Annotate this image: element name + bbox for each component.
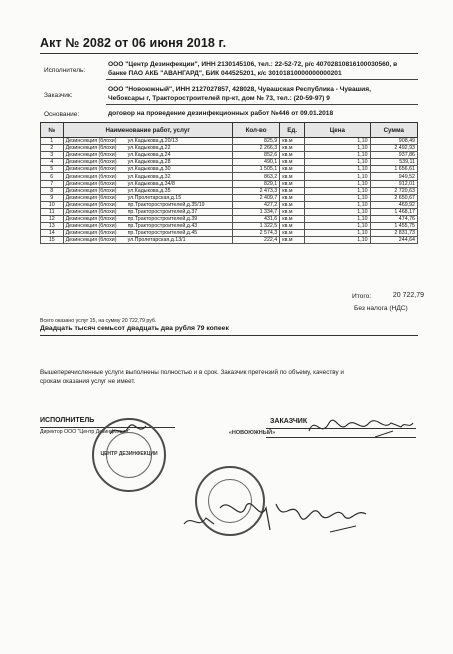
row-work: Дезинсекция (блохи) (65, 201, 117, 208)
row-unit: кв.м (282, 180, 293, 187)
row-unit: кв.м (282, 138, 293, 145)
row-price: 1,10 (357, 166, 368, 173)
table-cell (63, 223, 232, 230)
table-cell (41, 145, 64, 152)
row-qty: 825,9 (264, 138, 278, 145)
table-cell (232, 159, 279, 166)
table-cell (63, 201, 232, 208)
row-price: 1,10 (357, 138, 368, 145)
table-cell (280, 223, 305, 230)
table-cell (63, 138, 232, 145)
basis-value: договор на проведение дезинфекционных работ №446 от 09.01.2018 (108, 110, 334, 117)
table-cell (280, 201, 305, 208)
table-cell (305, 230, 370, 237)
table-cell (63, 216, 232, 223)
row-work: Дезинсекция (блохи) (65, 187, 117, 194)
row-sum: 2 720,63 (394, 187, 415, 194)
table-cell (232, 138, 279, 145)
row-work: Дезинсекция (блохи) (65, 152, 117, 159)
row-unit: кв.м (282, 201, 293, 208)
basis-label: Основание: (44, 111, 80, 118)
table-cell (370, 230, 417, 237)
row-number: 13 (48, 223, 55, 230)
row-sum: 474,76 (398, 216, 415, 223)
row-number: 14 (48, 230, 55, 237)
row-qty: 863,2 (264, 173, 278, 180)
table-cell (41, 159, 64, 166)
customer-stamp-text: «НОВОЮЖНЫЙ» (228, 430, 276, 436)
row-qty: 829,1 (264, 180, 278, 187)
table-cell (370, 173, 417, 180)
table-cell (280, 166, 305, 173)
row-address: ул.Кадыкова,д.30 (127, 166, 171, 173)
header-name: Наименование работ, услуг (63, 123, 232, 138)
row-sum: 1 656,61 (394, 166, 415, 173)
header-sum: Сумма (370, 123, 417, 138)
row-qty: 2 409,7 (259, 194, 278, 201)
row-work: Дезинсекция (блохи) (65, 138, 117, 145)
table-cell (232, 201, 279, 208)
table-cell (370, 180, 417, 187)
table-cell (370, 216, 417, 223)
row-work: Дезинсекция (блохи) (65, 230, 117, 237)
table-cell (280, 216, 305, 223)
table-cell (63, 230, 232, 237)
words-rule (40, 335, 418, 336)
table-cell (63, 145, 232, 152)
row-work: Дезинсекция (блохи) (65, 194, 117, 201)
row-qty: 852,6 (264, 152, 278, 159)
table-cell (305, 187, 370, 194)
row-unit: кв.м (282, 152, 293, 159)
table-cell (63, 173, 232, 180)
table-cell (305, 166, 370, 173)
table-cell (63, 152, 232, 159)
table-cell (63, 194, 232, 201)
row-qty: 222,4 (264, 237, 278, 244)
row-unit: кв.м (282, 159, 293, 166)
row-sum: 908,49 (398, 138, 415, 145)
table-cell (232, 166, 279, 173)
customer-sign-title: ЗАКАЗЧИК (270, 418, 308, 425)
total-label: Итого: (352, 293, 372, 300)
row-address: ул.Кадыкова,д.28 (127, 159, 171, 166)
table-cell (370, 201, 417, 208)
table-cell (280, 230, 305, 237)
row-work: Дезинсекция (блохи) (65, 237, 117, 244)
row-sum: 912,01 (398, 180, 415, 187)
row-sum: 937,86 (398, 152, 415, 159)
row-price: 1,10 (357, 201, 368, 208)
row-address: ул.Кадыкова,д.32 (127, 173, 171, 180)
row-work: Дезинсекция (блохи) (65, 223, 117, 230)
customer-label: Заказчик: (44, 92, 73, 99)
row-unit: кв.м (282, 237, 293, 244)
document-title: Акт № 2082 от 06 июня 2018 г. (40, 36, 227, 50)
executor-sign-subtitle: Директор ООО "Центр Дезинфекции" (40, 429, 131, 435)
table-cell (232, 145, 279, 152)
table-cell (370, 237, 417, 244)
table-cell (41, 180, 64, 187)
row-number: 6 (50, 173, 54, 180)
table-row (41, 208, 418, 215)
table-cell (63, 208, 232, 215)
table-cell (63, 180, 232, 187)
table-row (41, 138, 418, 145)
row-work: Дезинсекция (блохи) (65, 166, 117, 173)
vat-label: Без налога (НДС) (354, 305, 408, 312)
row-address: ул.Пролетарская,д.15 (127, 194, 182, 201)
row-number: 5 (50, 166, 54, 173)
row-work: Дезинсекция (блохи) (65, 208, 117, 215)
table-cell (41, 230, 64, 237)
table-cell (41, 173, 64, 180)
row-sum: 2 831,73 (394, 230, 415, 237)
table-cell (41, 201, 64, 208)
table-cell (305, 152, 370, 159)
row-sum: 244,64 (398, 237, 415, 244)
table-cell (370, 145, 417, 152)
row-work: Дезинсекция (блохи) (65, 180, 117, 187)
row-work: Дезинсекция (блохи) (65, 216, 117, 223)
handwritten-signature-1 (305, 409, 415, 445)
row-work: Дезинсекция (блохи) (65, 173, 117, 180)
table-cell (305, 201, 370, 208)
table-row (41, 145, 418, 152)
table-row (41, 173, 418, 180)
table-cell (232, 180, 279, 187)
table-cell (232, 230, 279, 237)
table-cell (305, 145, 370, 152)
row-number: 7 (50, 180, 54, 187)
executor-signature (108, 420, 148, 440)
row-sum: 1 455,75 (394, 223, 415, 230)
row-qty: 431,6 (264, 216, 278, 223)
row-number: 10 (48, 201, 55, 208)
table-cell (305, 159, 370, 166)
table-cell (41, 152, 64, 159)
row-price: 1,10 (357, 187, 368, 194)
row-price: 1,10 (357, 180, 368, 187)
statement-line-1: Вышеперечисленные услуги выполнены полностью и в срок. Заказчик претензий по объему, качеству и (40, 369, 344, 376)
executor-sign-title: ИСПОЛНИТЕЛЬ (40, 417, 95, 424)
row-address: ул.Пролетарская,д.13/1 (127, 237, 186, 244)
customer-line-1: ООО "Новоюжный", ИНН 2127027857, 428028, Чувашская Республика - Чувашия, (108, 86, 371, 93)
table-cell (370, 138, 417, 145)
row-price: 1,10 (357, 237, 368, 244)
customer-line-2: Чебоксары г, Тракторостроителей пр-кт, дом № 73, тел.: (20-59-97) 9 (108, 95, 330, 102)
statement-line-2: срокам оказания услуг не имеет. (40, 378, 136, 385)
row-address: ул.Кадыкова,д.24 (127, 152, 171, 159)
executor-stamp-text: ЦЕНТР ДЕЗИНФЕКЦИИ (100, 451, 158, 457)
row-qty: 1 322,5 (259, 223, 278, 230)
row-address: пр.Тракторостроителей,д.35/19 (127, 201, 205, 208)
table-cell (280, 187, 305, 194)
row-price: 1,10 (357, 208, 368, 215)
row-number: 2 (50, 145, 54, 152)
table-cell (280, 194, 305, 201)
customer-underline (106, 104, 418, 105)
executor-line-1: ООО "Центр Дезинфекции", ИНН 2130145106, тел.: 22-52-72, р/с 40702810816100030560, в (108, 61, 398, 68)
row-unit: кв.м (282, 194, 293, 201)
row-number: 1 (50, 138, 54, 145)
table-cell (370, 194, 417, 201)
row-address: пр.Тракторостроителей,д.37 (127, 208, 198, 215)
row-unit: кв.м (282, 145, 293, 152)
table-cell (232, 223, 279, 230)
row-unit: кв.м (282, 166, 293, 173)
table-cell (370, 223, 417, 230)
row-address: пр.Тракторостроителей,д.43 (127, 223, 198, 230)
table-cell (232, 216, 279, 223)
row-sum: 539,11 (399, 159, 415, 166)
table-cell (305, 194, 370, 201)
table-cell (63, 187, 232, 194)
row-address: ул.Кадыкова,д.35 (127, 187, 171, 194)
executor-underline (106, 79, 418, 80)
row-unit: кв.м (282, 187, 293, 194)
table-row (41, 216, 418, 223)
row-number: 12 (48, 216, 55, 223)
table-row (41, 237, 418, 244)
table-cell (280, 208, 305, 215)
table-cell (232, 194, 279, 201)
table-cell (280, 180, 305, 187)
row-qty: 427,2 (264, 201, 278, 208)
row-qty: 1 505,1 (259, 166, 278, 173)
table-row (41, 180, 418, 187)
table-cell (41, 187, 64, 194)
table-cell (370, 208, 417, 215)
table-cell (280, 152, 305, 159)
table-cell (370, 187, 417, 194)
table-body (41, 138, 418, 244)
row-unit: кв.м (282, 173, 293, 180)
row-address: ул.Кадыкова,д.34/8 (127, 180, 175, 187)
table-cell (41, 216, 64, 223)
table-cell (232, 187, 279, 194)
header-unit: Ед. (280, 123, 305, 138)
row-unit: кв.м (282, 230, 293, 237)
table-cell (41, 166, 64, 173)
table-cell (305, 237, 370, 244)
row-price: 1,10 (357, 223, 368, 230)
header-num: № (41, 123, 64, 138)
row-sum: 949,52 (398, 173, 415, 180)
table-cell (280, 173, 305, 180)
row-number: 15 (48, 237, 55, 244)
header-price: Цена (305, 123, 370, 138)
row-number: 11 (49, 208, 55, 215)
table-row (41, 187, 418, 194)
row-unit: кв.м (282, 208, 293, 215)
row-sum: 469,92 (398, 201, 415, 208)
table-cell (305, 180, 370, 187)
table-cell (280, 145, 305, 152)
table-cell (41, 223, 64, 230)
table-cell (370, 152, 417, 159)
row-number: 4 (50, 159, 54, 166)
table-cell (63, 166, 232, 173)
table-row (41, 223, 418, 230)
table-cell (63, 159, 232, 166)
table-row (41, 152, 418, 159)
row-address: ул.Кадыкова,д.22 (127, 145, 171, 152)
row-qty: 2 266,3 (259, 145, 278, 152)
row-price: 1,10 (357, 173, 368, 180)
row-qty: 2 574,3 (259, 230, 278, 237)
table-cell (232, 152, 279, 159)
row-work: Дезинсекция (блохи) (65, 145, 117, 152)
works-table (40, 122, 418, 244)
table-cell (41, 208, 64, 215)
row-address: ул.Кадыкова,д.20/13 (127, 138, 178, 145)
header-qty: Кол-во (232, 123, 279, 138)
row-price: 1,10 (357, 230, 368, 237)
handwritten-signature-2 (180, 494, 370, 538)
row-number: 9 (50, 194, 54, 201)
table-cell (305, 223, 370, 230)
table-cell (232, 237, 279, 244)
row-number: 8 (50, 187, 54, 194)
table-cell (41, 194, 64, 201)
row-price: 1,10 (357, 145, 368, 152)
table-cell (305, 216, 370, 223)
table-cell (232, 173, 279, 180)
executor-label: Исполнитель: (44, 67, 86, 74)
row-sum: 2 650,67 (394, 194, 415, 201)
table-row (41, 194, 418, 201)
services-count-line: Всего оказано услуг 15, на сумму 20 722,79 руб. (40, 318, 157, 324)
row-unit: кв.м (282, 216, 293, 223)
table-cell (370, 166, 417, 173)
row-sum: 2 492,93 (394, 145, 415, 152)
table-cell (305, 173, 370, 180)
table-cell (305, 138, 370, 145)
row-work: Дезинсекция (блохи) (65, 159, 117, 166)
amount-in-words: Двадцать тысяч семьсот двадцать два рубля 79 копеек (40, 325, 229, 332)
row-price: 1,10 (357, 194, 368, 201)
row-address: пр.Тракторостроителей,д.39 (127, 216, 198, 223)
row-price: 1,10 (357, 216, 368, 223)
total-value: 20 722,79 (392, 292, 424, 299)
table-cell (232, 208, 279, 215)
row-address: пр.Тракторостроителей,д.45 (127, 230, 198, 237)
table-cell (63, 237, 232, 244)
table-row (41, 159, 418, 166)
row-sum: 1 468,17 (394, 208, 415, 215)
table-row (41, 230, 418, 237)
executor-line-2: банке ПАО АКБ "АВАНГАРД", БИК 044525201, к/с 30101810000000000201 (108, 70, 342, 77)
title-rule (40, 53, 418, 54)
row-qty: 1 334,7 (259, 208, 278, 215)
table-cell (280, 237, 305, 244)
table-row (41, 166, 418, 173)
table-cell (41, 138, 64, 145)
row-qty: 2 473,3 (259, 187, 278, 194)
row-price: 1,10 (357, 159, 368, 166)
row-qty: 490,1 (264, 159, 278, 166)
table-cell (305, 208, 370, 215)
table-cell (41, 237, 64, 244)
table-header-row (41, 123, 418, 138)
row-price: 1,10 (357, 152, 368, 159)
row-number: 3 (50, 152, 54, 159)
table-cell (280, 159, 305, 166)
table-row (41, 201, 418, 208)
table-cell (370, 159, 417, 166)
table-cell (280, 138, 305, 145)
row-unit: кв.м (282, 223, 293, 230)
